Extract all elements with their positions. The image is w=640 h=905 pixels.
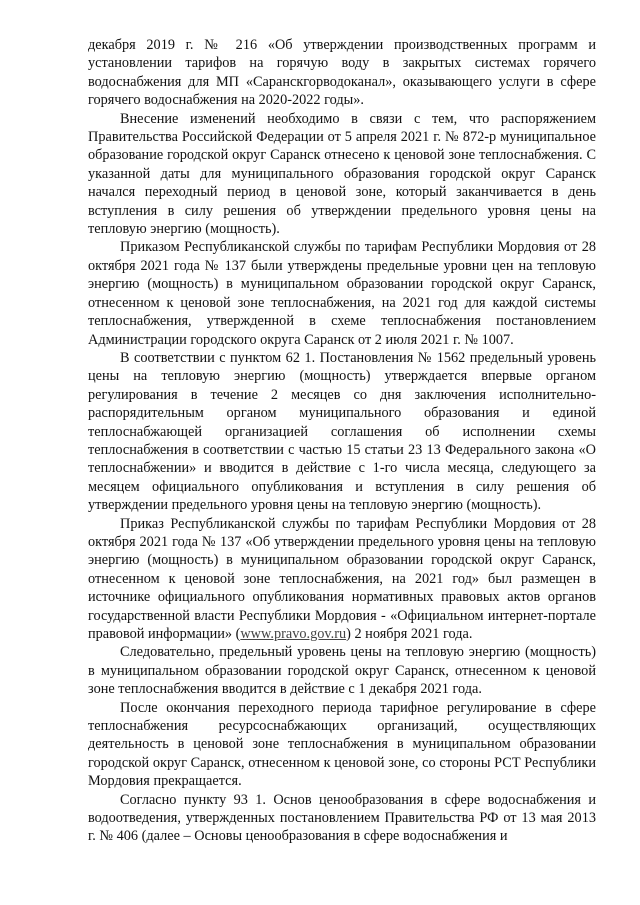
paragraph-3 (88, 238, 596, 348)
paragraph-text: После окончания переходного периода тарифное регулирование в сфере теплоснабжения ресурсоснабжающих организаций, осуществляющих деятельность в ценовой зоне теплоснабжения в муниципальном образовании городской округ Саранск, отнесенном к ценовой зоне, со стороны РСТ Республики Мордовия прекращается. (88, 699, 596, 790)
paragraph-text: Согласно пункту 93 1. Основ ценообразования в сфере водоснабжения и водоотведения, утвержденных постановлением Правительства РФ от 13 мая 2013 г. № 406 (далее – Основы ценообразования в сфере водоснабжения и (88, 791, 596, 845)
paragraph-4 (88, 349, 596, 515)
paragraph-1 (88, 36, 596, 110)
paragraph-text: В соответствии с пунктом 62 1. Постановления № 1562 предельный уровень цены на тепловую энергию (мощность) утверждается впервые органом регулирования в течение 2 месяцев со дня заключения исполнительно-распорядительным органом муниципального образования и единой теплоснабжающей организацией соглашения об исполнении схемы теплоснабжения в соответствии с частью 15 статьи 23 13 Федерального закона «О теплоснабжении» и вводится в действие с 1-го числа месяца, следующего за месяцем официального опубликования и вступления в силу решения об утверждении предельного уровня цены на тепловую энергию (мощность). (88, 349, 596, 514)
pravo-gov-link[interactable]: www.pravo.gov.ru (240, 626, 347, 642)
paragraph-2 (88, 110, 596, 239)
paragraph-text: Приказом Республиканской службы по тарифам Республики Мордовия от 28 октября 2021 года № 137 были утверждены предельные уровни цен на тепловую энергию (мощность) в муниципальном образовании городской округ Саранск, отнесенном к ценовой зоне теплоснабжения, на 2021 год для каждой системы теплоснабжения, утвержденной в схеме теплоснабжения постановлением Администрации городского округа Саранск от 2 июля 2021 г. № 1007. (88, 239, 596, 348)
paragraph-text: Приказ Республиканской службы по тарифам Республики Мордовия от 28 октября 2021 года № 137 «Об утверждении предельного уровня цены на тепловую энергию (мощность) в муниципальном образовании городской округ Саранск, отнесенном к ценовой зоне теплоснабжения, на 2021 год» был размещен в источнике официального опубликования нормативных правовых актов органов государственной власти Республики Мордовия - «Официальном интернет-портале правовой информации» ( (88, 515, 596, 642)
paragraph-5 (88, 515, 596, 644)
paragraph-text: ) 2 ноября 2021 года. (346, 626, 473, 642)
paragraph-8 (88, 791, 596, 846)
paragraph-text: декабря 2019 г. № 216 «Об утверждении производственных программ и установлении тарифов на горячую воду в закрытых системах горячего водоснабжения для МП «Саранскгорводоканал», оказывающего услуги в сфере горячего водоснабжения на 2020-2022 годы». (88, 37, 596, 109)
document-page (88, 36, 596, 846)
paragraph-6 (88, 643, 596, 698)
paragraph-text: Следовательно, предельный уровень цены на тепловую энергию (мощность) в муниципальном образовании городской округ Саранск, отнесенном к ценовой зоне теплоснабжения вводится в действие с 1 декабря 2021 года. (88, 644, 596, 698)
paragraph-text: Внесение изменений необходимо в связи с тем, что распоряжением Правительства Российской Федерации от 5 апреля 2021 г. № 872-р муниципальное образование городской округ Саранск отнесено к ценовой зоне теплоснабжения. С указанной даты для муниципального образования городской округ Саранск начался переходный период в ценовой зоне, который заканчивается в день вступления в силу решения об утверждении предельного уровня цены на тепловую энергию (мощность). (88, 110, 596, 238)
paragraph-7 (88, 699, 596, 791)
